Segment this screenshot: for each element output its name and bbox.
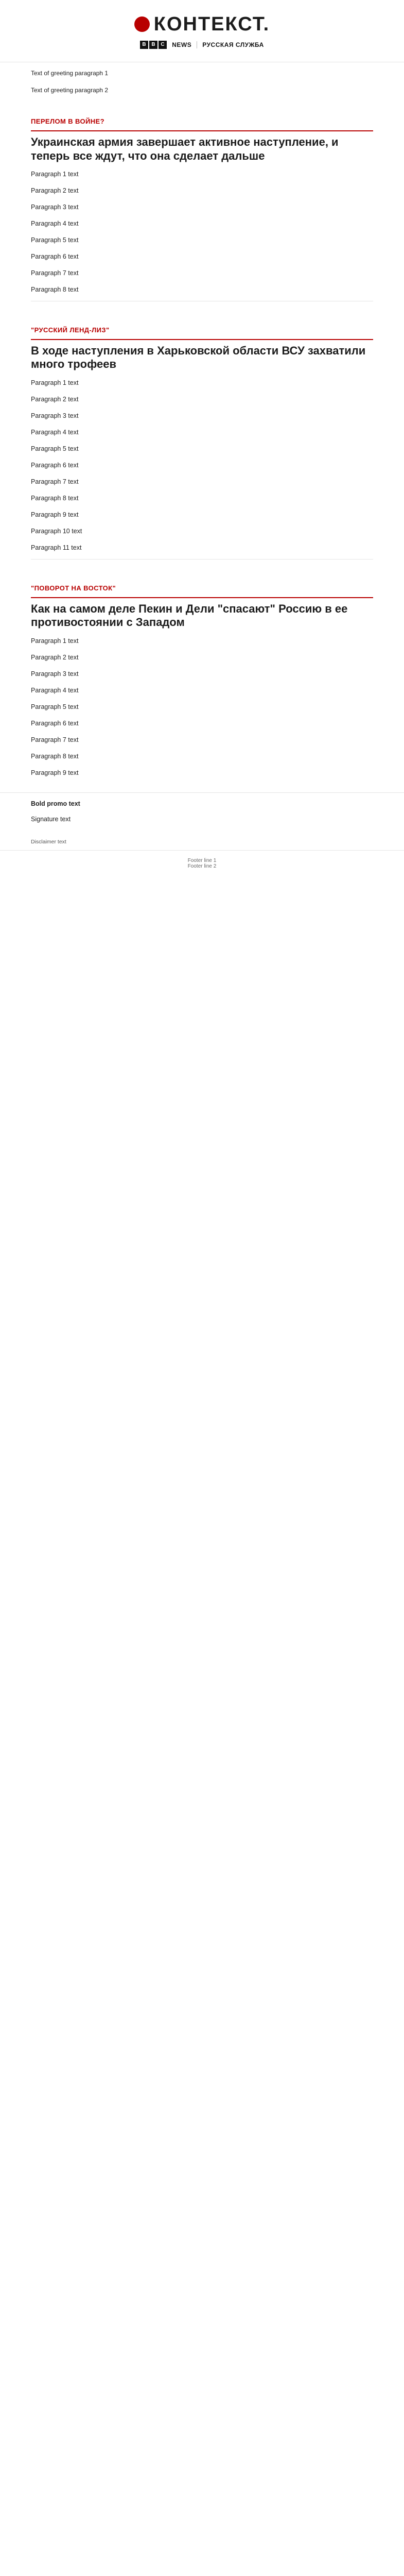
story-paragraph: Paragraph 6 text (31, 719, 79, 727)
greeting-paragraph: Text of greeting paragraph 2 (31, 86, 109, 94)
story-paragraph: Paragraph 7 text (31, 269, 79, 277)
footer-line: Footer line 2 (187, 863, 217, 870)
story-section (0, 314, 404, 572)
section-kicker: "ПОВОРОТ НА ВОСТОК" (31, 584, 116, 592)
story-paragraph: Paragraph 8 text (31, 752, 79, 760)
logo-mark-icon (134, 16, 150, 32)
bbc-letter: C (159, 41, 167, 49)
story-paragraph: Paragraph 8 text (31, 285, 79, 293)
disclaimer (0, 833, 404, 850)
footer (0, 850, 404, 885)
logo-text: КОНТЕКСТ. (153, 13, 270, 35)
story-paragraph: Paragraph 6 text (31, 252, 79, 260)
story-headline: В ходе наступления в Харьковской области ВСУ захватили много трофеев (31, 344, 366, 371)
story-section (0, 572, 404, 789)
logo (134, 13, 270, 36)
story-paragraph: Paragraph 9 text (31, 769, 79, 776)
section-rule (31, 597, 373, 598)
section-kicker: ПЕРЕЛОМ В ВОЙНЕ? (31, 117, 104, 126)
story-paragraph: Paragraph 2 text (31, 653, 79, 661)
story-paragraph: Paragraph 3 text (31, 670, 79, 677)
story-paragraph: Paragraph 2 text (31, 395, 79, 403)
story-paragraph: Paragraph 2 text (31, 187, 79, 194)
story-paragraph: Paragraph 11 text (31, 544, 82, 551)
bbc-letter: B (140, 41, 148, 49)
story-headline: Как на самом деле Пекин и Дели "спасают" Россию в ее противостоянии с Западом (31, 602, 348, 629)
story-paragraph: Paragraph 8 text (31, 494, 79, 502)
news-label: NEWS (172, 41, 192, 48)
section-kicker: "РУССКИЙ ЛЕНД-ЛИЗ" (31, 326, 110, 334)
footer-line: Footer line 1 (187, 858, 217, 864)
bbc-subheader (140, 41, 264, 49)
divider (31, 559, 373, 560)
bbc-logo (140, 41, 167, 49)
disclaimer-text: Disclaimer text (31, 838, 66, 845)
story-paragraph: Paragraph 1 text (31, 170, 79, 178)
greeting-paragraph: Text of greeting paragraph 1 (31, 70, 109, 77)
story-paragraph: Paragraph 1 text (31, 637, 79, 645)
story-paragraph: Paragraph 5 text (31, 236, 79, 244)
story-paragraph: Paragraph 1 text (31, 379, 79, 386)
story-paragraph: Paragraph 3 text (31, 412, 79, 419)
story-paragraph: Paragraph 9 text (31, 511, 79, 518)
story-section (0, 105, 404, 314)
promo-text: Bold promo text (31, 800, 80, 807)
story-paragraph: Paragraph 4 text (31, 686, 79, 694)
story-paragraph: Paragraph 4 text (31, 219, 79, 227)
story-paragraph: Paragraph 5 text (31, 445, 79, 452)
story-paragraph: Paragraph 6 text (31, 461, 79, 469)
bbc-letter: B (149, 41, 157, 49)
story-paragraph: Paragraph 3 text (31, 203, 79, 211)
signature: Signature text (31, 815, 71, 823)
newsletter-page (0, 0, 404, 885)
section-rule (31, 339, 373, 340)
story-paragraph: Paragraph 5 text (31, 703, 79, 710)
promo-block (0, 792, 404, 833)
story-paragraph: Paragraph 10 text (31, 527, 82, 535)
story-paragraph: Paragraph 7 text (31, 478, 79, 485)
story-paragraph: Paragraph 7 text (31, 736, 79, 743)
section-rule (31, 130, 373, 131)
greeting (0, 62, 404, 105)
story-paragraph: Paragraph 4 text (31, 428, 79, 436)
russian-service-label: РУССКАЯ СЛУЖБА (202, 41, 264, 48)
header (0, 0, 404, 62)
story-headline: Украинская армия завершает активное наступление, и теперь все ждут, что она сделает дальше (31, 135, 339, 162)
